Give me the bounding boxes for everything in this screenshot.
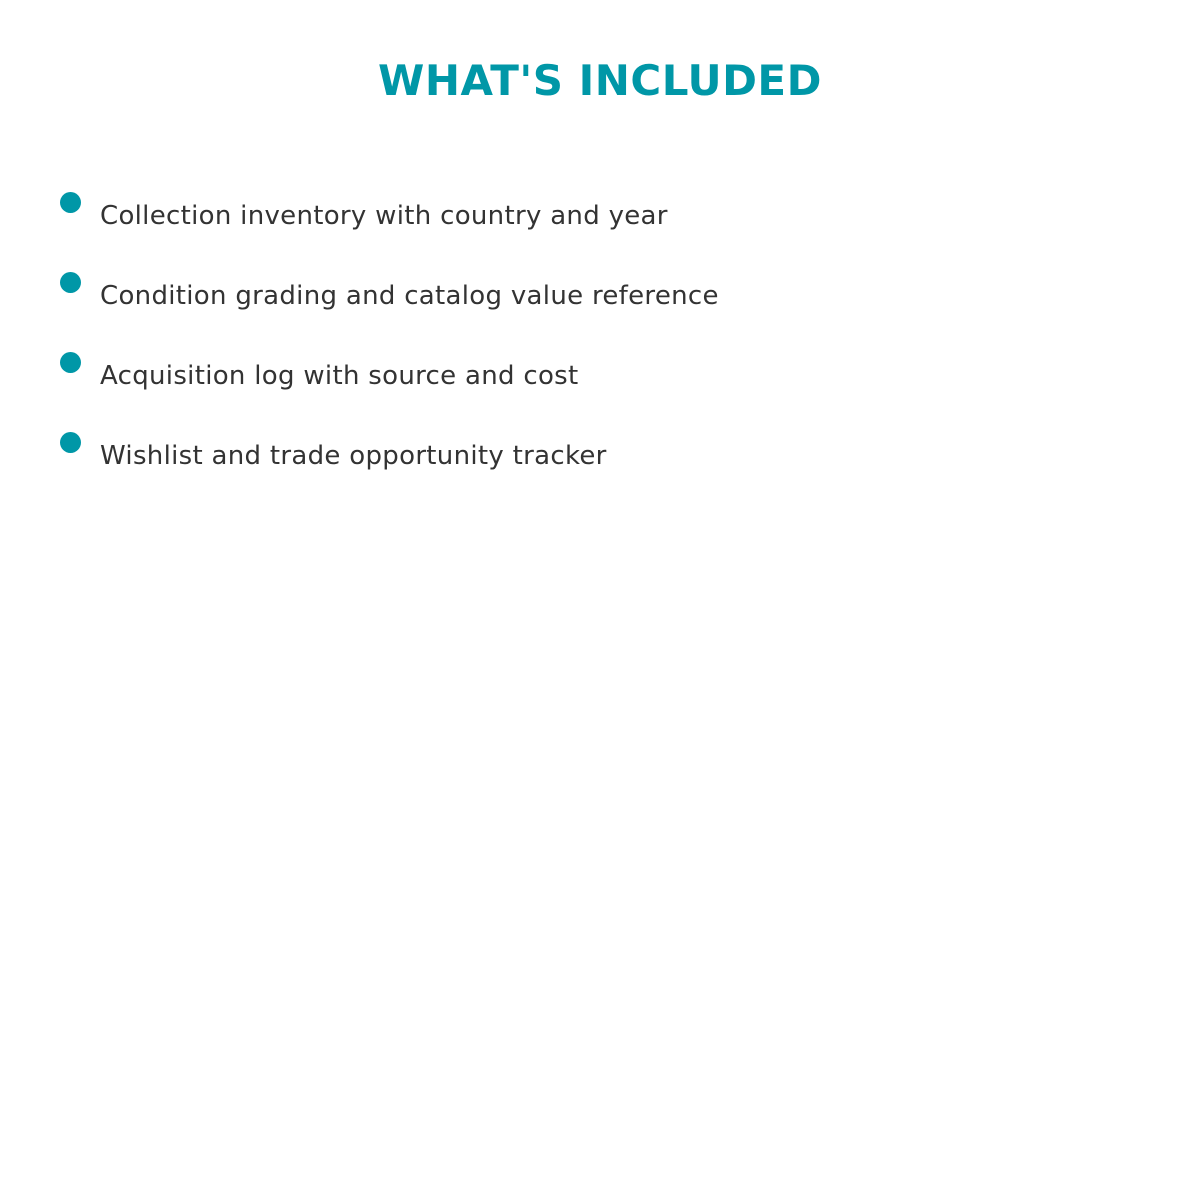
list-item bbox=[0, 432, 1200, 492]
list-item bbox=[0, 272, 1200, 332]
list-item bbox=[0, 352, 1200, 412]
list-item-label: Wishlist and trade opportunity tracker bbox=[100, 441, 607, 471]
list-item-label: Condition grading and catalog value reference bbox=[100, 281, 719, 311]
bullet-dot-icon bbox=[60, 192, 81, 213]
bullet-dot-icon bbox=[60, 432, 81, 453]
page-title: WHAT'S INCLUDED bbox=[378, 56, 822, 105]
list-item-label: Collection inventory with country and year bbox=[100, 201, 668, 231]
bullet-dot-icon bbox=[60, 352, 81, 373]
list-item bbox=[0, 192, 1200, 252]
list-item-label: Acquisition log with source and cost bbox=[100, 361, 579, 391]
bullet-dot-icon bbox=[60, 272, 81, 293]
